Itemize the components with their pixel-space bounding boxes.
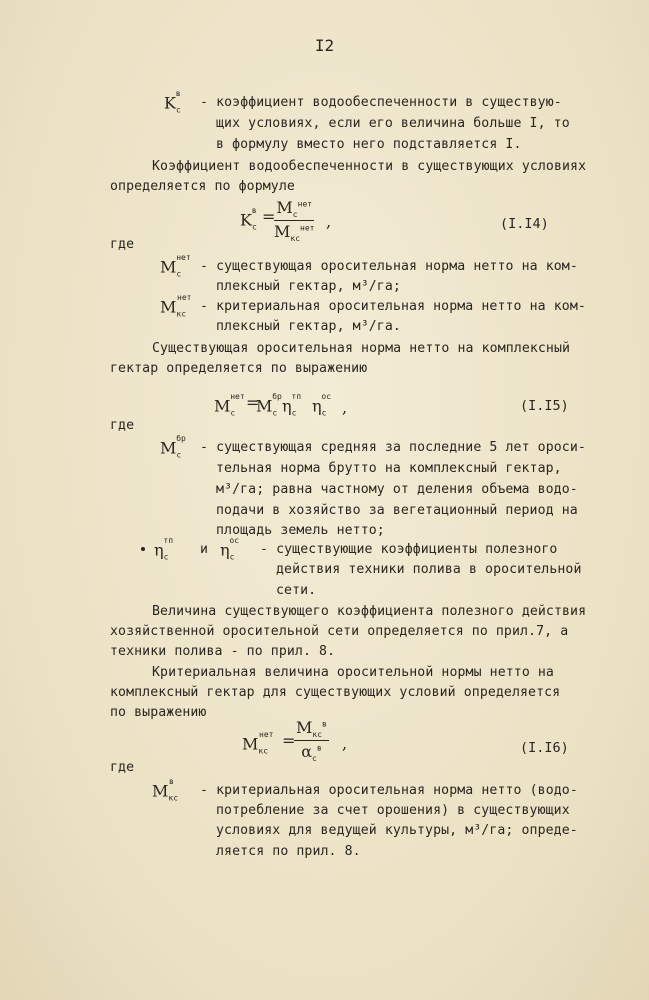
text-line: - критериальная оросительная норма нетто (водо- <box>200 783 578 798</box>
text-line: где <box>110 418 135 433</box>
text-line: сети. <box>276 583 317 598</box>
eq14-equals: = <box>262 207 276 226</box>
text-line: Критериальная величина оросительной нормы нетто на <box>152 665 554 680</box>
stray-mark <box>141 547 145 551</box>
symbol-eta-os: $\eta_c^{ос}$ <box>220 536 240 562</box>
text-line: плексный гектар, м³/га; <box>216 279 401 294</box>
text-line: техники полива - по прил. 8. <box>110 644 336 659</box>
text-line: ляется по прил. 8. <box>216 844 361 859</box>
text-line: по выражению <box>110 705 207 720</box>
eq16-numerator: $M_{кс}^в$ <box>296 718 327 740</box>
text-line: хозяйственной оросительной сети определяется по прил.7, а <box>110 624 569 639</box>
text-line: условиях для ведущей культуры, м³/га; опреде- <box>216 823 578 838</box>
text-line: тельная норма брутто на комплексный гектар, <box>216 461 562 476</box>
text-line: щих условиях, если его величина больше I, то <box>216 116 570 131</box>
symbol-mc-net: $M_c^{нет}$ <box>160 253 191 279</box>
text-line: Коэффициент водообеспеченности в существующих условиях <box>152 159 587 174</box>
text-line: определяется по формуле <box>110 179 295 194</box>
eq14-lhs: $K_c^в$ <box>240 206 257 232</box>
eq15-number: (I.I5) <box>520 398 569 414</box>
symbol-mkc-v: $M_{кс}^в$ <box>152 777 179 803</box>
eq14-denominator: $M_{кс}^{нет}$ <box>274 222 315 244</box>
eq14-fraction <box>274 198 314 243</box>
text-line: плексный гектар, м³/га. <box>216 319 401 334</box>
text-line: - существующие коэффициенты полезного <box>260 542 558 557</box>
symbol-mkc-net: $M_{кс}^{нет}$ <box>160 293 192 319</box>
eq16-comma: , <box>342 734 348 753</box>
eq16-denominator: $\alpha_c^в$ <box>301 742 322 764</box>
eq14-numerator: $M_c^{нет}$ <box>274 198 314 221</box>
page-number: I2 <box>314 36 335 55</box>
eq16-lhs: $M_{кс}^{нет}$ <box>242 730 274 756</box>
text-line: площадь земель нетто; <box>216 523 385 538</box>
text-line: - коэффициент водообеспеченности в существую- <box>200 95 562 110</box>
text-line: м³/га; равна частному от деления объема водо- <box>216 482 578 497</box>
text-line: комплексный гектар для существующих условий определяется <box>110 685 561 700</box>
eq16-fraction <box>294 718 329 763</box>
eq16-equals: = <box>282 731 296 750</box>
eq14-number: (I.I4) <box>500 216 549 232</box>
text-line: Величина существующего коэффициента полезного действия <box>152 604 587 619</box>
eq15-comma: , <box>342 398 348 417</box>
text-line: Существующая оросительная норма нетто на комплексный <box>152 341 571 356</box>
eq15-mc-br: $M_c^{бр}$ <box>256 392 282 418</box>
text-line: и <box>200 542 209 557</box>
eq15-lhs: $M_c^{нет}$ <box>214 392 245 418</box>
symbol-eta-tp: $\eta_c^{тп}$ <box>154 536 174 562</box>
text-line: где <box>110 760 135 775</box>
eq15-equals: = <box>246 393 260 412</box>
eq15-eta-tp: $\eta_c^{тп}$ <box>282 392 302 418</box>
text-line: - критериальная оросительная норма нетто на ком- <box>200 299 586 314</box>
text-line: - существующая оросительная норма нетто на ком- <box>200 259 578 274</box>
symbol-kc-v: $K_c^в$ <box>164 89 181 115</box>
text-line: подачи в хозяйство за вегетационный период на <box>216 503 578 518</box>
eq15-eta-os: $\eta_c^{ос}$ <box>312 392 332 418</box>
eq16-number: (I.I6) <box>520 740 569 756</box>
symbol-mc-br: $M_c^{бр}$ <box>160 434 186 460</box>
text-line: где <box>110 237 135 252</box>
eq14-comma: , <box>326 212 332 231</box>
text-line: действия техники полива в оросительной <box>276 562 582 577</box>
text-line: в формулу вместо него подставляется I. <box>216 137 522 152</box>
text-line: - существующая средняя за последние 5 лет ороси- <box>200 440 586 455</box>
text-line: потребление за счет орошения) в существующих <box>216 803 570 818</box>
text-line: гектар определяется по выражению <box>110 361 368 376</box>
